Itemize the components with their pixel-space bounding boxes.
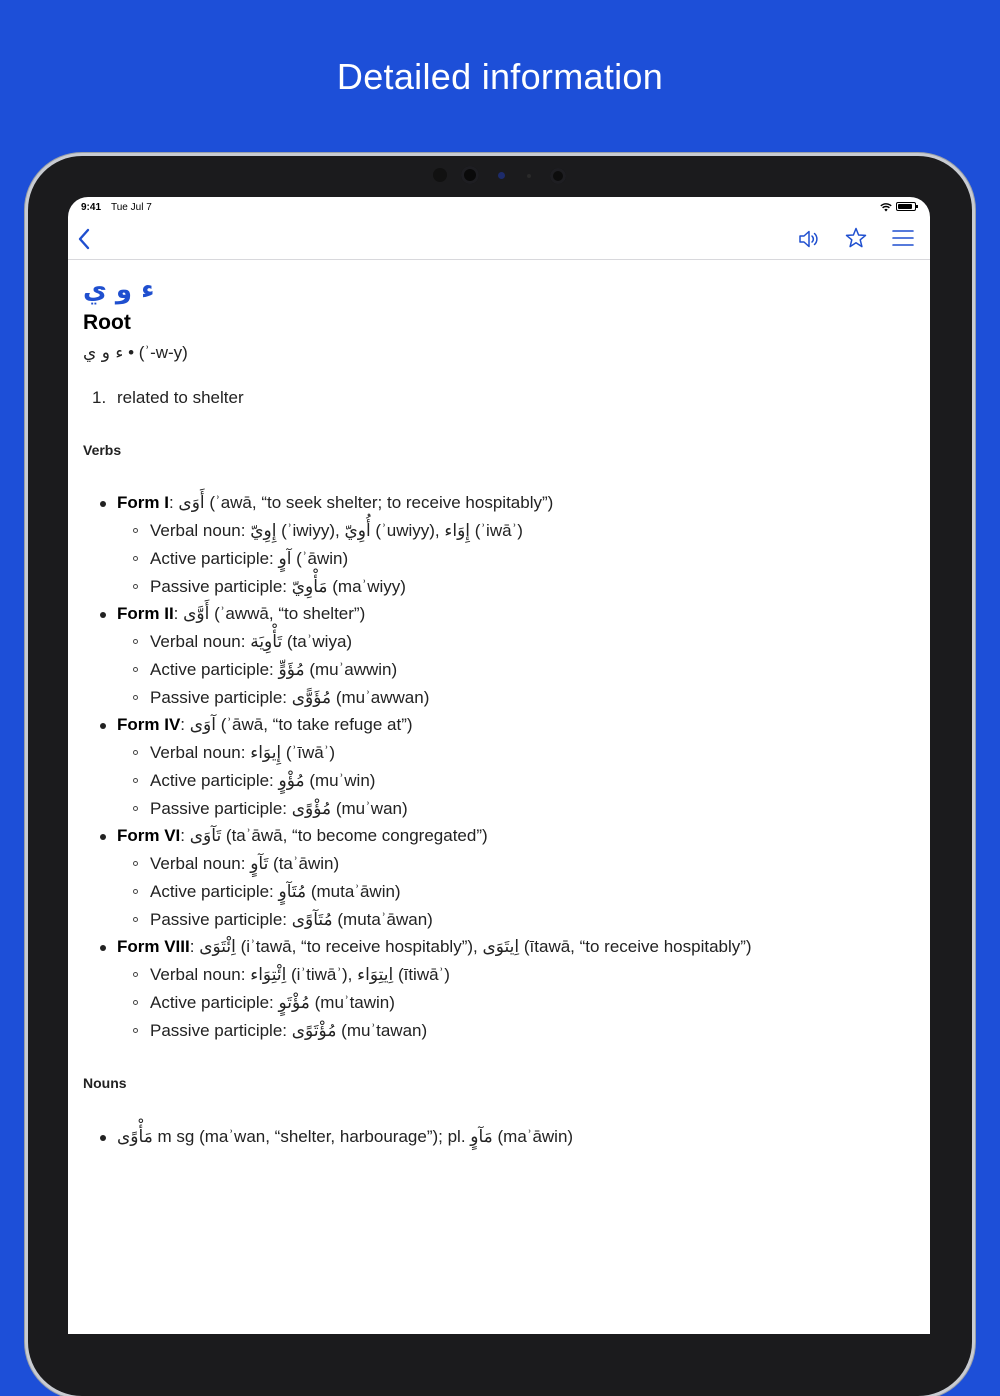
bullet-icon — [133, 639, 138, 644]
verb-form-item: Form I: أَوَى (ʾawā, “to seek shelter; to receive hospitably”) — [117, 493, 554, 512]
bullet-icon — [133, 528, 138, 533]
bullet-icon — [133, 556, 138, 561]
bullet-icon — [133, 861, 138, 866]
nouns-heading: Nouns — [83, 1075, 127, 1091]
bullet-icon — [133, 584, 138, 589]
chevron-left-icon[interactable] — [76, 227, 92, 251]
verb-form-text: تَآوَى (taʾāwā, “to become congregated”) — [189, 826, 488, 845]
verb-subitem: Active participle: مُؤَوٍّ (muʾawwin) — [150, 660, 398, 679]
bullet-icon — [100, 1135, 106, 1141]
bullet-icon — [133, 750, 138, 755]
root-transliteration: (ʾ-w-y) — [138, 343, 188, 362]
device-camera — [461, 166, 479, 184]
verb-subitem: Active participle: مُؤْتَوٍ (muʾtawin) — [150, 993, 395, 1012]
noun-item: مَأْوًى m sg (maʾwan, “shelter, harbourage”); pl. مَآوٍ (maʾāwin) — [117, 1127, 574, 1146]
verb-form-label: Form VI — [117, 826, 181, 845]
status-time: 9:41 — [81, 202, 102, 213]
speaker-icon[interactable] — [797, 228, 821, 250]
root-line: ء و ي • (ʾ-w-y) — [83, 343, 188, 363]
app-screen — [68, 197, 930, 1334]
device-sensor — [550, 168, 566, 184]
star-outline-icon[interactable] — [844, 226, 868, 250]
verb-subitem: Verbal noun: اِئْتِوَاء (iʾtiwāʾ), اِيتِوَاء (ītiwāʾ) — [150, 965, 450, 984]
verb-form-text: اِئْتَوَى (iʾtawā, “to receive hospitably”), اِيتَوَى (ītawā, “to receive hospitably”) — [199, 937, 752, 956]
verb-subitem: Passive participle: مُؤْوًى (muʾwan) — [150, 799, 408, 818]
definition-item — [92, 388, 244, 408]
verb-form-item: Form II: أَوَّى (ʾawwā, “to shelter”) — [117, 604, 366, 623]
bullet-icon — [100, 612, 106, 618]
verb-subitem: Passive participle: مُؤَوًّى (muʾawwan) — [150, 688, 430, 707]
device-sensor — [433, 168, 447, 182]
hamburger-menu-icon[interactable] — [891, 228, 915, 248]
verb-subitem: Verbal noun: إِيوَاء (ʾīwāʾ) — [150, 743, 335, 762]
bullet-icon — [133, 1000, 138, 1005]
verb-form-label: Form II — [117, 604, 174, 623]
verb-form-text: أَوَى (ʾawā, “to seek shelter; to receive hospitably”) — [178, 493, 554, 512]
verb-form-item: Form VIII: اِئْتَوَى (iʾtawā, “to receive hospitably”), اِيتَوَى (ītawā, “to receive hospitably”) — [117, 937, 752, 956]
verb-subitem: Active participle: آوٍ (ʾāwin) — [150, 549, 349, 568]
verb-form-label: Form I — [117, 493, 169, 512]
bullet-icon — [133, 695, 138, 700]
verb-subitem: Passive participle: مُؤْتَوًى (muʾtawan) — [150, 1021, 428, 1040]
bullet-icon — [133, 806, 138, 811]
device-sensor — [498, 172, 505, 179]
bullet-icon — [133, 1028, 138, 1033]
verb-form-label: Form VIII — [117, 937, 190, 956]
root-letters: ء و ي — [83, 343, 124, 363]
verb-form-text: أَوَّى (ʾawwā, “to shelter”) — [183, 604, 366, 623]
verb-form-label: Form IV — [117, 715, 181, 734]
definition-number: 1. — [92, 388, 107, 407]
verb-subitem: Verbal noun: تَأْوِيَة (taʾwiya) — [150, 632, 353, 651]
verb-subitem: Passive participle: مُتَآوًى (mutaʾāwan) — [150, 910, 433, 929]
verbs-heading: Verbs — [83, 442, 122, 458]
definition-text: related to shelter — [117, 388, 244, 407]
status-date: Tue Jul 7 — [111, 202, 152, 213]
verb-subitem: Active participle: مُؤْوٍ (muʾwin) — [150, 771, 376, 790]
bullet-icon — [133, 889, 138, 894]
headword: ء و ي — [83, 275, 155, 305]
bullet-icon — [133, 778, 138, 783]
verb-form-item: Form IV: آوَى (ʾāwā, “to take refuge at”) — [117, 715, 413, 734]
wifi-icon — [880, 202, 892, 212]
status-bar — [68, 197, 930, 219]
verb-form-text: آوَى (ʾāwā, “to take refuge at”) — [189, 715, 413, 734]
device-sensor — [527, 174, 531, 178]
verb-subitem: Passive participle: مَأْوِيّ (maʾwiyy) — [150, 577, 406, 596]
verb-subitem: Verbal noun: إِوِيّ (ʾiwiyy), أُوِيّ (ʾuwiyy), إِوَاء (ʾiwāʾ) — [150, 521, 523, 540]
verb-form-item: Form VI: تَآوَى (taʾāwā, “to become congregated”) — [117, 826, 488, 845]
navigation-bar — [68, 219, 930, 260]
bullet-icon — [100, 501, 106, 507]
bullet-icon — [133, 667, 138, 672]
bullet-icon — [100, 723, 106, 729]
battery-icon — [896, 202, 916, 211]
verb-subitem: Active participle: مُتَآوٍ (mutaʾāwin) — [150, 882, 401, 901]
verb-subitem: Verbal noun: تَآوٍ (taʾāwin) — [150, 854, 340, 873]
bullet-icon — [100, 834, 106, 840]
bullet-icon — [133, 972, 138, 977]
promo-title: Detailed information — [336, 56, 664, 97]
part-of-speech: Root — [83, 311, 131, 334]
bullet-icon — [100, 945, 106, 951]
bullet-icon — [133, 917, 138, 922]
